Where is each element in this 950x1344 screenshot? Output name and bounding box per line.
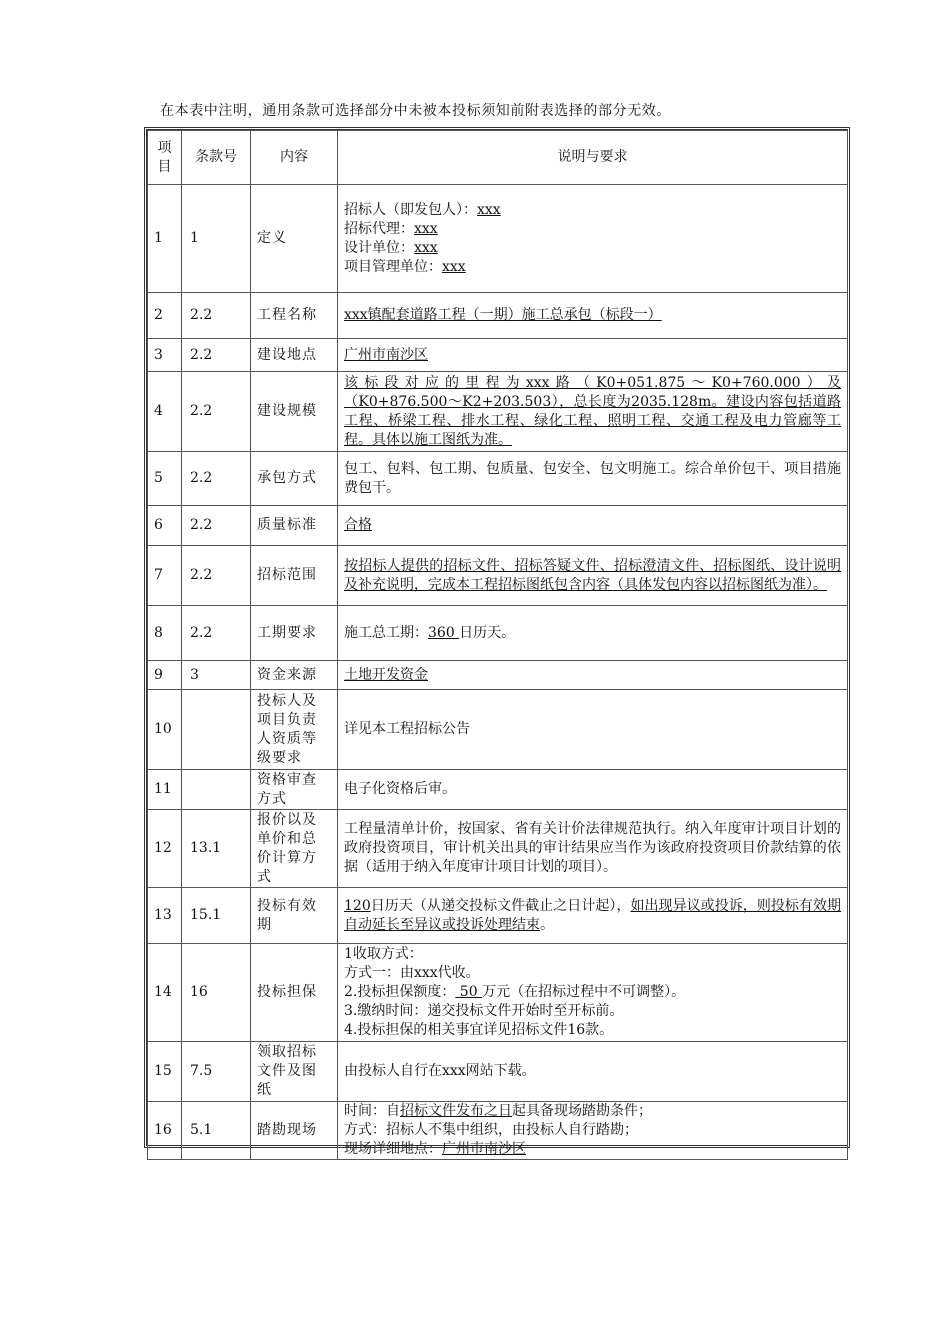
desc-text: 。 (540, 916, 554, 933)
table-row (148, 452, 848, 506)
desc-value: 招标文件发布之日 (400, 1103, 512, 1119)
desc-text: 项目管理单位： (344, 258, 442, 275)
table-row (148, 944, 848, 1042)
cell-content: 资格审查方式 (251, 770, 338, 810)
cell-content: 工程名称 (251, 293, 338, 339)
desc-line: 4.投标担保的相关事宜详见招标文件16款。 (344, 1022, 614, 1038)
desc-value: 120 (344, 897, 371, 914)
desc-value: 广州市南沙区 (344, 346, 428, 363)
desc-text: 起具备现场踏勘条件； (512, 1103, 652, 1119)
desc-line: 3.缴纳时间：递交投标文件开始时至开标前。 (344, 1003, 624, 1019)
cell-no: 1 (148, 185, 182, 293)
cell-clause: 3 (182, 661, 251, 690)
cell-clause: 16 (182, 944, 251, 1042)
cell-content: 投标有效期 (251, 888, 338, 944)
desc-value: 土地开发资金 (344, 666, 428, 683)
cell-desc: 由投标人自行在xxx网站下载。 (338, 1042, 848, 1102)
table-row (148, 1042, 848, 1102)
cell-no: 15 (148, 1042, 182, 1102)
desc-value: xxx (414, 220, 438, 237)
table-row (148, 810, 848, 888)
desc-value: 50 (455, 984, 483, 1000)
cell-clause: 2.2 (182, 452, 251, 506)
cell-desc (338, 372, 848, 452)
table-row (148, 372, 848, 452)
cell-no: 3 (148, 339, 182, 372)
cell-content: 报价以及单价和总价计算方式 (251, 810, 338, 888)
cell-desc (338, 944, 848, 1042)
cell-desc: 详见本工程招标公告 (338, 690, 848, 770)
cell-desc (338, 888, 848, 944)
desc-text: 万元（在招标过程中不可调整）。 (482, 984, 686, 1000)
cell-content: 承包方式 (251, 452, 338, 506)
table-row (148, 888, 848, 944)
table-row (148, 661, 848, 690)
desc-line: 1收取方式： (344, 946, 423, 962)
cell-clause: 15.1 (182, 888, 251, 944)
cell-desc (338, 661, 848, 690)
desc-value: xxx (414, 239, 438, 256)
cell-clause: 2.2 (182, 546, 251, 606)
table-row (148, 546, 848, 606)
cell-no: 9 (148, 661, 182, 690)
cell-desc (338, 293, 848, 339)
cell-no: 8 (148, 606, 182, 661)
cell-no: 10 (148, 690, 182, 770)
desc-line: 方式一：由xxx代收。 (344, 965, 480, 981)
desc-text: 施工总工期： (344, 624, 428, 641)
cell-desc: 包工、包料、包工期、包质量、包安全、包文明施工。综合单价包干、项目措施费包干。 (338, 452, 848, 506)
desc-line: 方式：招标人不集中组织，由投标人自行踏勘； (344, 1122, 638, 1138)
table-row (148, 690, 848, 770)
cell-desc (338, 546, 848, 606)
cell-content: 领取招标文件及图纸 (251, 1042, 338, 1102)
desc-value: xxx镇配套道路工程（一期）施工总承包（标段一） (344, 307, 662, 323)
desc-value: 广州市南沙区 (442, 1141, 526, 1157)
cell-clause: 5.1 (182, 1102, 251, 1160)
cell-no: 5 (148, 452, 182, 506)
cell-no: 6 (148, 506, 182, 546)
desc-value: 如出现异议或投诉，则投标有效期自动延长至异议或投诉处理结束 (344, 897, 842, 933)
bid-data-table (147, 130, 848, 1160)
header-item: 项目 (148, 131, 182, 185)
table-row (148, 293, 848, 339)
cell-clause: 2.2 (182, 606, 251, 661)
desc-text: 日历天。 (459, 624, 516, 641)
cell-desc (338, 339, 848, 372)
cell-content: 质量标准 (251, 506, 338, 546)
cell-content: 定义 (251, 185, 338, 293)
cell-clause (182, 770, 251, 810)
cell-content: 投标人及项目负责人资质等级要求 (251, 690, 338, 770)
cell-clause: 13.1 (182, 810, 251, 888)
table-row (148, 185, 848, 293)
desc-value: 合格 (344, 517, 372, 533)
cell-clause: 2.2 (182, 372, 251, 452)
desc-value: xxx (477, 201, 501, 218)
cell-clause (182, 690, 251, 770)
cell-no: 11 (148, 770, 182, 810)
table-row (148, 339, 848, 372)
desc-text: 设计单位： (344, 239, 414, 256)
table-row (148, 1102, 848, 1160)
desc-text: 招标代理： (344, 220, 414, 237)
cell-no: 7 (148, 546, 182, 606)
desc-text: 日历天（从递交投标文件截止之日计起）， (370, 897, 631, 914)
cell-desc (338, 185, 848, 293)
header-clause: 条款号 (182, 131, 251, 185)
cell-clause: 2.2 (182, 293, 251, 339)
table-header-row (148, 131, 848, 185)
cell-content: 资金来源 (251, 661, 338, 690)
desc-value: 360 (428, 624, 460, 641)
cell-content: 建设规模 (251, 372, 338, 452)
desc-value: xxx (442, 258, 466, 275)
desc-value: 按招标人提供的招标文件、招标答疑文件、招标澄清文件、招标图纸、设计说明及补充说明，完成本工程招标图纸包含内容（具体发包内容以招标图纸为准）。 (344, 557, 841, 593)
desc-value: 该标段对应的里程为xxx路（K0+051.875～K0+760.000）及（K0+876.500～K2+203.503），总长度为2035.128m。建设内容包括道路工程、桥梁工程、排水工程、绿化工程、照明工程、交通工程及电力管廊等工程。具体以施工图纸为准。 (344, 374, 841, 448)
table-row (148, 770, 848, 810)
desc-text: 招标人（即发包人）： (344, 201, 477, 218)
cell-clause: 7.5 (182, 1042, 251, 1102)
cell-no: 2 (148, 293, 182, 339)
desc-text: 时间：自 (344, 1103, 400, 1119)
cell-no: 4 (148, 372, 182, 452)
header-desc: 说明与要求 (338, 131, 848, 185)
cell-no: 16 (148, 1102, 182, 1160)
cell-clause: 1 (182, 185, 251, 293)
desc-text: 现场详细地点： (344, 1141, 442, 1157)
cell-no: 12 (148, 810, 182, 888)
table-row (148, 606, 848, 661)
table-note: 在本表中注明，通用条款可选择部分中未被本投标须知前附表选择的部分无效。 (160, 103, 671, 119)
cell-desc (338, 506, 848, 546)
cell-desc: 电子化资格后审。 (338, 770, 848, 810)
cell-content: 工期要求 (251, 606, 338, 661)
cell-desc (338, 606, 848, 661)
cell-no: 14 (148, 944, 182, 1042)
desc-text: 2.投标担保额度： (344, 984, 456, 1000)
header-content: 内容 (251, 131, 338, 185)
table-row (148, 506, 848, 546)
cell-content: 招标范围 (251, 546, 338, 606)
cell-no: 13 (148, 888, 182, 944)
cell-content: 踏勘现场 (251, 1102, 338, 1160)
cell-desc (338, 1102, 848, 1160)
cell-content: 投标担保 (251, 944, 338, 1042)
cell-clause: 2.2 (182, 506, 251, 546)
cell-clause: 2.2 (182, 339, 251, 372)
cell-content: 建设地点 (251, 339, 338, 372)
cell-desc: 工程量清单计价，按国家、省有关计价法律规范执行。纳入年度审计项目计划的政府投资项目，审计机关出具的审计结果应当作为该政府投资项目价款结算的依据（适用于纳入年度审计项目计划的项目）。 (338, 810, 848, 888)
